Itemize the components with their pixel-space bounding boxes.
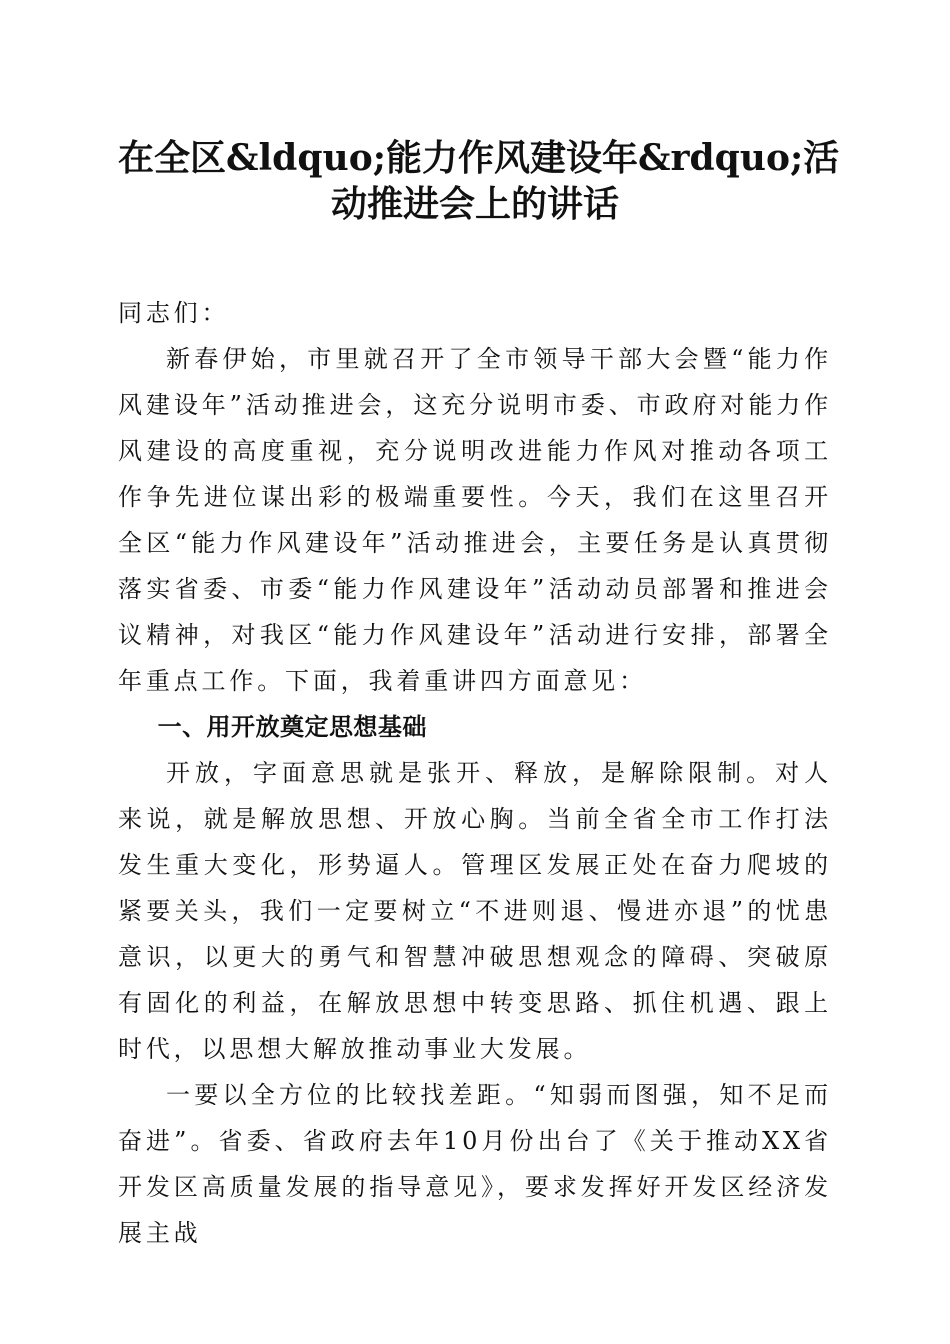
- paragraph-opening: 开放，字面意思就是张开、释放，是解除限制。对人来说，就是解放思想、开放心胸。当前全省全市工作打法发生重大变化，形势逼人。管理区发展正处在奋力爬坡的紧要关头，我们一定要树立“不进则退、慢进亦退”的忧患意识，以更大的勇气和智慧冲破思想观念的障碍、突破原有固化的利益，在解放思想中转变思路、抓住机遇、跟上时代，以思想大解放推动事业大发展。: [118, 759, 832, 1063]
- document-title: [118, 135, 840, 227]
- title-line-2: 动推进会上的讲话: [330, 183, 619, 225]
- title-line-1: 在全区&ldquo;能力作风建设年&rdquo;活: [118, 137, 840, 179]
- section-heading: 一、用开放奠定思想基础: [157, 713, 427, 741]
- salutation: 同志们：: [118, 299, 230, 327]
- paragraph-point-one: 一要以全方位的比较找差距。“知弱而图强，知不足而奋进”。省委、省政府去年10月份出台了《关于推动XX省开发区高质量发展的指导意见》，要求发挥好开发区经济发展主战: [118, 1081, 832, 1247]
- document-body: [118, 290, 832, 1256]
- paragraph-intro: 新春伊始，市里就召开了全市领导干部大会暨“能力作风建设年”活动推进会，这充分说明市委、市政府对能力作风建设的高度重视，充分说明改进能力作风对推动各项工作争先进位谋出彩的极端重要性。今天，我们在这里召开全区“能力作风建设年”活动推进会，主要任务是认真贯彻落实省委、市委“能力作风建设年”活动动员部署和推进会议精神，对我区“能力作风建设年”活动进行安排，部署全年重点工作。下面，我着重讲四方面意见：: [118, 345, 832, 695]
